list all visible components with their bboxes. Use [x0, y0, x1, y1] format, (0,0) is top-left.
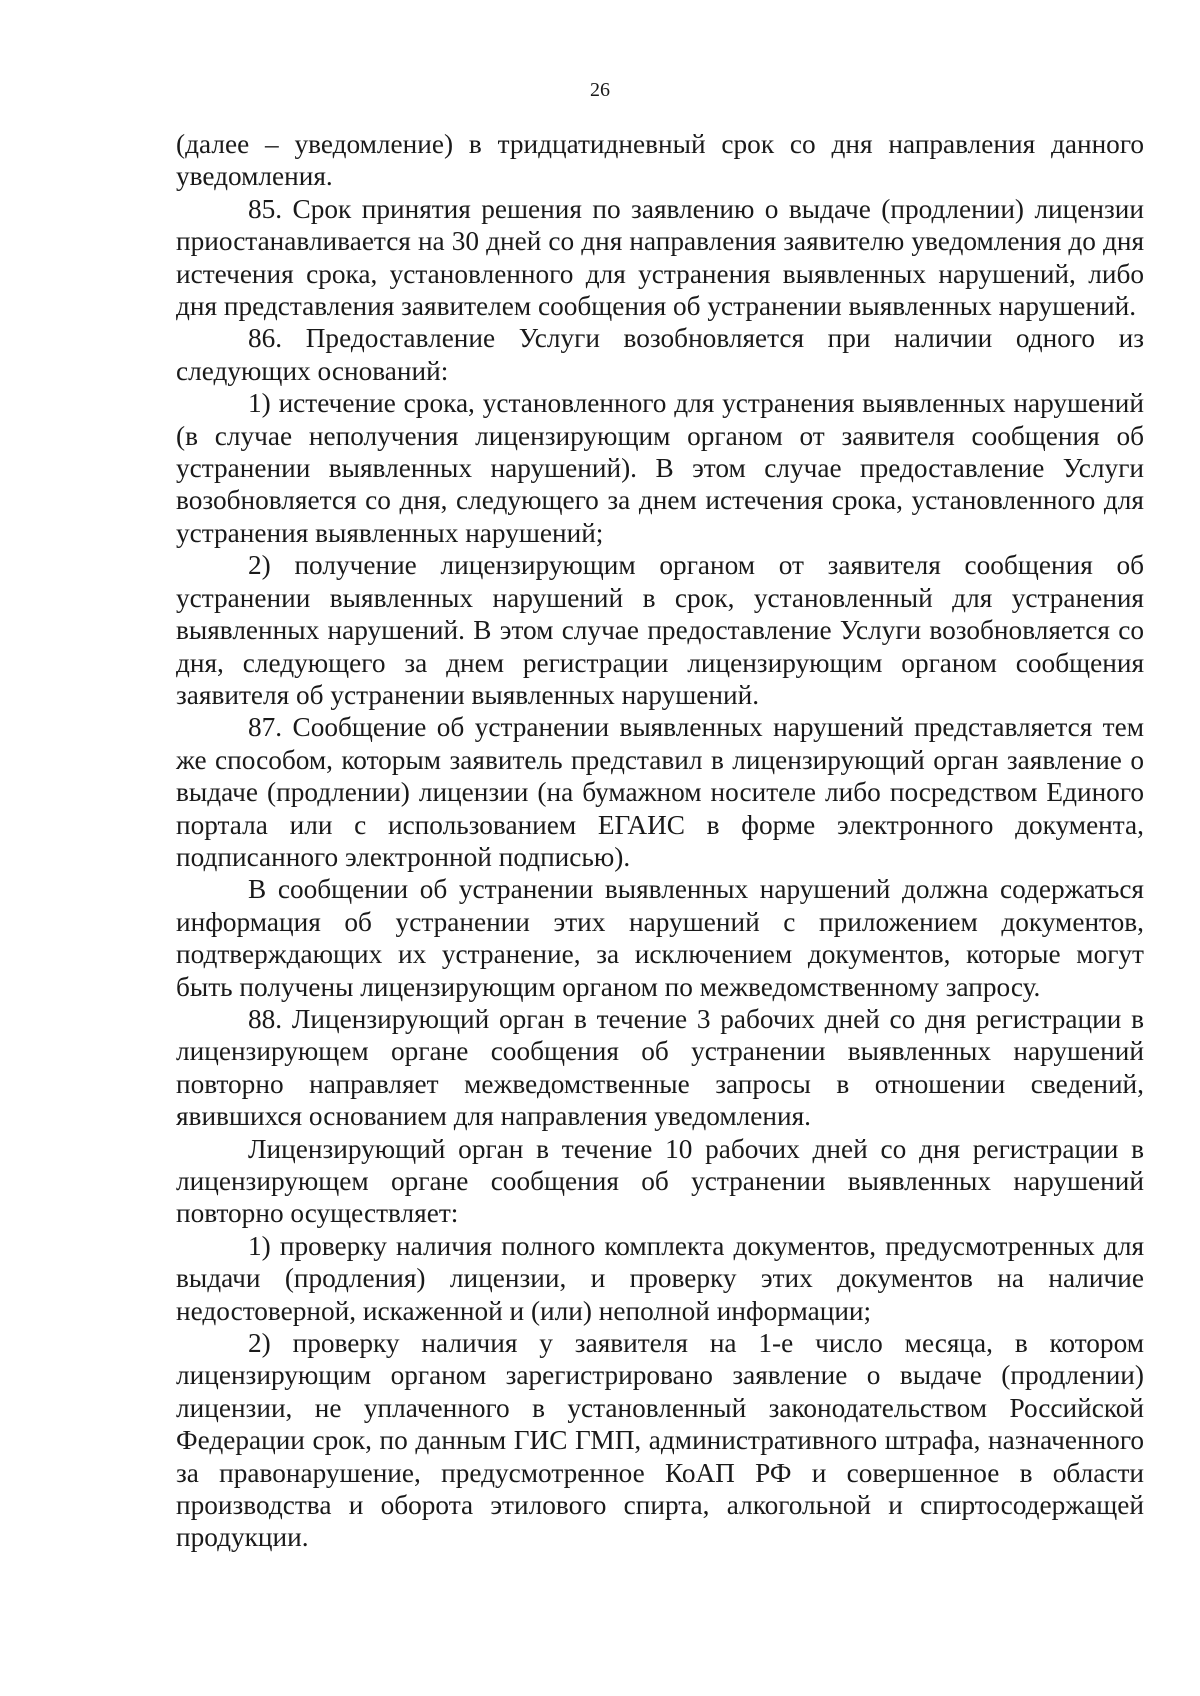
- document-body: [176, 128, 1144, 1554]
- paragraph-86: 86. Предоставление Услуги возобновляется при наличии одного из следующих оснований:: [176, 323, 1144, 386]
- paragraph-87: 87. Сообщение об устранении выявленных нарушений представляется тем же способом, которым заявитель представил в лицензирующий орган заявление о выдаче (продлении) лицензии (на бумажном носителе либо посредством Единого портала или с использованием ЕГАИС в форме электронного документа, подписанного электронной подписью).: [176, 712, 1144, 872]
- paragraph-88: 88. Лицензирующий орган в течение 3 рабочих дней со дня регистрации в лицензирующем органе сообщения об устранении выявленных нарушений повторно направляет межведомственные запросы в отношении сведений, явившихся основанием для направления уведомления.: [176, 1003, 1144, 1132]
- paragraph-continuation: (далее – уведомление) в тридцатидневный срок со дня направления данного уведомления.: [176, 129, 1144, 192]
- paragraph-88-repeat-check: Лицензирующий орган в течение 10 рабочих дней со дня регистрации в лицензирующем органе сообщения об устранении выявленных нарушений повторно осуществляет:: [176, 1133, 1144, 1229]
- paragraph-88-item-2: 2) проверку наличия у заявителя на 1-е число месяца, в котором лицензирующим органом зарегистрировано заявление о выдаче (продлении) лицензии, не уплаченного в установленный законодательством Российской Федерации срок, по данным ГИС ГМП, административного штрафа, назначенного за правонарушение, предусмотренное КоАП РФ и совершенное в области производства и оборота этилового спирта, алкогольной и спиртосодержащей продукции.: [176, 1328, 1144, 1553]
- paragraph-86-item-2: 2) получение лицензирующим органом от заявителя сообщения об устранении выявленных нарушений в срок, установленный для устранения выявленных нарушений. В этом случае предоставление Услуги возобновляется со дня, следующего за днем регистрации лицензирующим органом сообщения заявителя об устранении выявленных нарушений.: [176, 550, 1144, 710]
- page-number: 26: [590, 79, 610, 101]
- paragraph-86-item-1: 1) истечение срока, установленного для устранения выявленных нарушений (в случае неполучения лицензирующим органом от заявителя сообщения об устранении выявленных нарушений). В этом случае предоставление Услуги возобновляется со дня, следующего за днем истечения срока, установленного для устранения выявленных нарушений;: [176, 388, 1144, 548]
- paragraph-85: 85. Срок принятия решения по заявлению о выдаче (продлении) лицензии приостанавливается на 30 дней со дня направления заявителю уведомления до дня истечения срока, установленного для устранения выявленных нарушений, либо дня представления заявителем сообщения об устранении выявленных нарушений.: [176, 193, 1144, 322]
- paragraph-87-content-requirement: В сообщении об устранении выявленных нарушений должна содержаться информация об устранении этих нарушений с приложением документов, подтверждающих их устранение, за исключением документов, которые могут быть получены лицензирующим органом по межведомственному запросу.: [176, 874, 1144, 1002]
- paragraph-88-item-1: 1) проверку наличия полного комплекта документов, предусмотренных для выдачи (продления) лицензии, и проверку этих документов на наличие недостоверной, искаженной и (или) неполной информации;: [176, 1230, 1144, 1326]
